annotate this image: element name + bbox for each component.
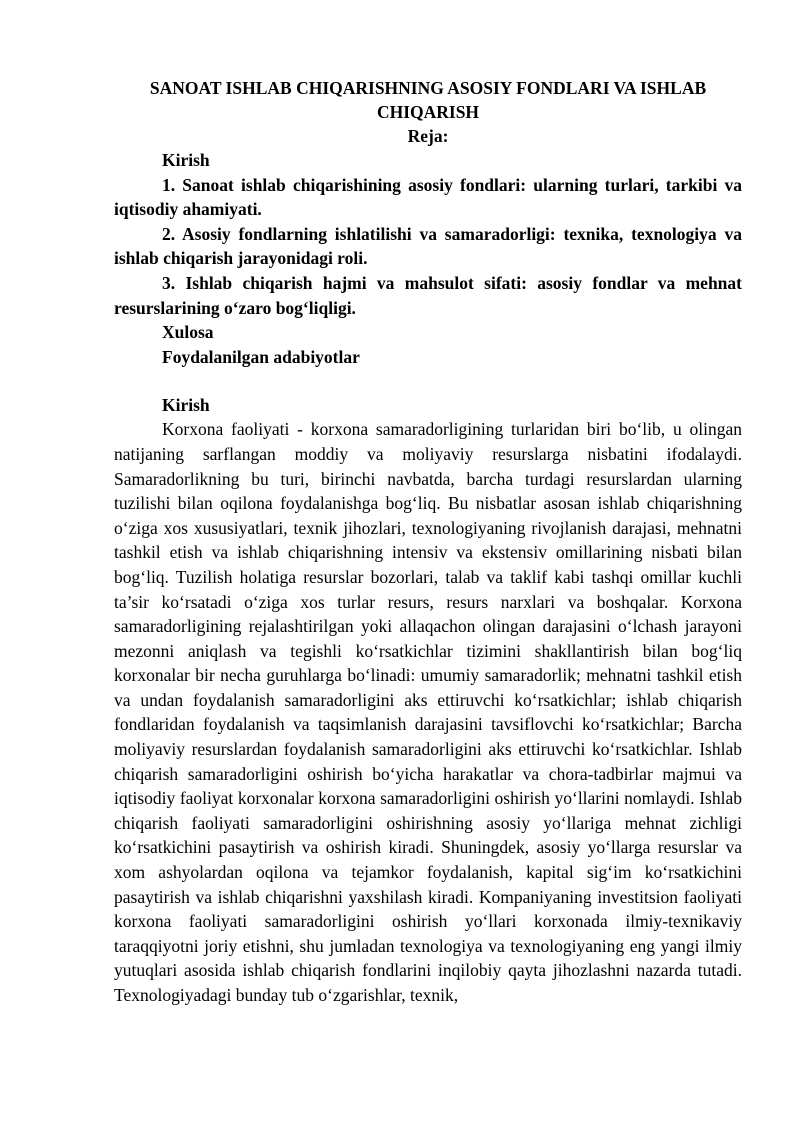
intro-paragraph: Korxona faoliyati - korxona samaradorligining turlaridan biri bo‘lib, u olingan natijaning sarflangan moddiy va moliyaviy resurslarga nisbatini ifodalaydi. Samaradorlikning bu turi, birinchi navbatda, barcha turdagi resurslardan ularning tuzilishi bilan oqilona foydalanishga bog‘liq. Bu nisbatlar asosan ishlab chiqarishning o‘ziga xos xususiyatlari, texnik jihozlari, texnologiyaning rivojlanish darajasi, mehnatni tashkil etish va ishlab chiqarishning intensiv va ekstensiv omillarining nisbati bilan bog‘liq. Tuzilish holatiga resurslar bozorlari, talab va taklif kabi tashqi omillar kuchli ta’sir ko‘rsatadi o‘ziga xos turlar resurs, resurs narxlari va boshqalar. Korxona samaradorligining rejalashtirilgan yoki allaqachon olingan darajasini o‘lchash jarayoni mezonni aniqlash va tegishli ko‘rsatkichlar tizimini shakllantirish bilan bog‘liq korxonalar bir necha guruhlarga bo‘linadi: umumiy samaradorlik; mehnatni tashkil etish va undan foydalanish samaradorligini aks ettiruvchi ko‘rsatkichlar; ishlab chiqarish fondlaridan foydalanish va taqsimlanish darajasini tavsiflovchi ko‘rsatkichlar; Barcha moliyaviy resurslardan foydalanish samaradorligini aks ettiruvchi ko‘rsatkichlar. Ishlab chiqarish samaradorligini oshirish bo‘yicha harakatlar va chora-tadbirlar majmui va iqtisodiy faoliyat korxonalar korxona samaradorligini oshirish yo‘llarini nomlaydi. Ishlab chiqarish faoliyati samaradorligini oshirishning asosiy yo‘llariga mehnat zichligi ko‘rsatkichini pasaytirish va oshirish kiradi. Shuningdek, asosiy yo‘llarga resurslar va xom ashyolardan oqilona va tejamkor foydalanish, kapital sig‘im ko‘rsatkichini pasaytirish va ishlab chiqarishni yaxshilash kiradi. Kompaniyaning investitsion faoliyati korxona faoliyati samaradorligini oshirish yo‘llari korxonada ilmiy-texnikaviy taraqqiyotni joriy etishni, shu jumladan texnologiya va texnologiyaning eng yangi ilmiy yutuqlari asosida ishlab chiqarish fondlarini inqilobiy qayta jihozlashni nazarda tutadi. Texnologiyadagi bunday tub o‘zgarishlar, texnik, xyxy=(114,419,742,1005)
section-spacer xyxy=(114,369,742,393)
plan-item-intro: Kirish xyxy=(162,150,210,170)
plan-item-conclusion: Xulosa xyxy=(162,322,214,343)
plan-item-2: 2. Asosiy fondlarning ishlatilishi va samaradorligi: texnika, texnologiya va ishlab chiqarish jarayonidagi roli. xyxy=(114,223,742,269)
plan-item-3: 3. Ishlab chiqarish hajmi va mahsulot sifati: asosiy fondlar va mehnat resurslarining o‘zaro bog‘liqligi. xyxy=(114,272,742,318)
plan-heading: Reja: xyxy=(407,126,449,146)
plan-item-references: Foydalanilgan adabiyotlar xyxy=(162,346,360,367)
document-page xyxy=(114,76,742,1008)
plan-item-1: 1. Sanoat ishlab chiqarishining asosiy fondlari: ularning turlari, tarkibi va iqtisodiy ahamiyati. xyxy=(114,174,742,220)
intro-heading: Kirish xyxy=(162,395,210,416)
document-title: SANOAT ISHLAB CHIQARISHNING ASOSIY FONDLARI VA ISHLAB CHIQARISH xyxy=(149,78,707,122)
